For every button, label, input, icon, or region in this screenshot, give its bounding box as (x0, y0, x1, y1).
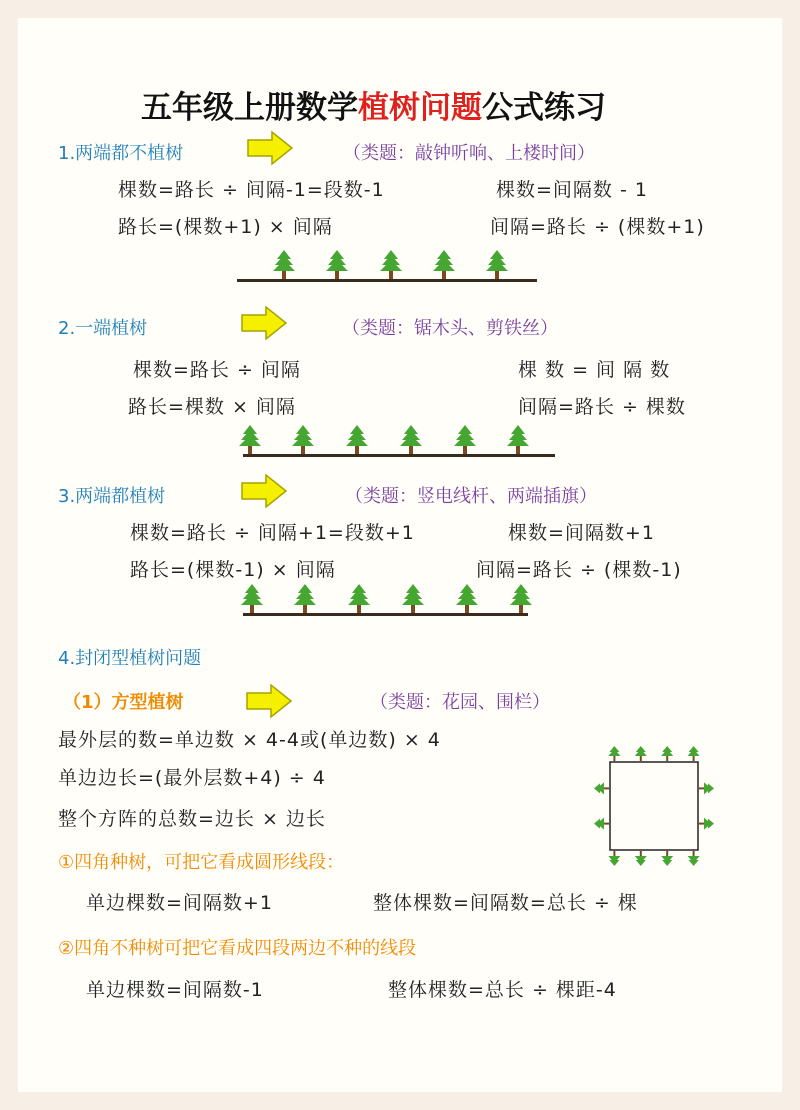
tree-icon (402, 584, 424, 613)
section2-types: （类题：锯木头、剪铁丝） (342, 318, 558, 339)
case2-label: ②四角不种树可把它看成四段两边不种的线段 (58, 938, 417, 959)
tree-icon (348, 584, 370, 613)
section2-heading: 2.一端植树 (58, 318, 148, 339)
road-line (237, 279, 537, 282)
square-formula: 单边边长=(最外层数+4) ÷ 4 (58, 767, 326, 789)
tree-icon (507, 425, 529, 454)
tree-icon (400, 425, 422, 454)
section1-formula: 棵数=路长 ÷ 间隔-1=段数-1 (118, 179, 385, 201)
arrow-icon (245, 683, 293, 719)
section3-formula: 路长=(棵数-1) × 间隔 (130, 559, 336, 581)
tree-icon (688, 746, 700, 761)
tree-icon (433, 250, 455, 279)
tree-icon (454, 425, 476, 454)
tree-icon (608, 746, 620, 761)
tree-icon (661, 851, 673, 866)
section3-formula: 棵数=间隔数+1 (508, 522, 655, 544)
case2-formula: 单边棵数=间隔数-1 (86, 979, 264, 1001)
tree-icon (292, 425, 314, 454)
section2-formula: 间隔=路长 ÷ 棵数 (518, 396, 686, 418)
tree-icon (239, 425, 261, 454)
section4-heading: 4.封闭型植树问题 (58, 648, 202, 669)
tree-icon (699, 782, 714, 794)
tree-icon (486, 250, 508, 279)
title-highlight: 植树问题 (358, 90, 482, 126)
tree-row-svg (18, 250, 782, 310)
square-planting-diagram (588, 740, 718, 875)
case1-label: ①四角种树，可把它看成圆形线段： (58, 852, 345, 873)
tree-icon (594, 782, 609, 794)
section1-heading: 1.两端都不植树 (58, 143, 184, 164)
case1-formula: 整体棵数=间隔数=总长 ÷ 棵 (373, 892, 638, 914)
square-boundary (610, 762, 698, 850)
section3-heading: 3.两端都植树 (58, 486, 166, 507)
tree-icon (273, 250, 295, 279)
section2-formula: 棵 数 = 间 隔 数 (518, 359, 671, 381)
tree-icon (510, 584, 532, 613)
arrow-icon (246, 130, 294, 166)
square-planting-label: （1）方型植树 (63, 692, 184, 713)
tree-icon (661, 746, 673, 761)
road-line (243, 454, 555, 457)
square-formula: 最外层的数=单边数 × 4-4或(单边数) × 4 (58, 729, 441, 751)
tree-icon (346, 425, 368, 454)
arrow-icon (240, 473, 288, 509)
section3-formula: 间隔=路长 ÷ (棵数-1) (476, 559, 682, 581)
square-formula: 整个方阵的总数=边长 × 边长 (58, 808, 326, 830)
section1-formula: 路长=(棵数+1) × 间隔 (118, 216, 333, 238)
section3-types: （类题：竖电线杆、两端插旗） (345, 486, 597, 507)
tree-icon (326, 250, 348, 279)
tree-icon (635, 746, 647, 761)
tree-icon (294, 584, 316, 613)
tree-icon (594, 818, 609, 830)
tree-icon (699, 818, 714, 830)
section2-formula: 路长=棵数 × 间隔 (128, 396, 296, 418)
tree-icon (241, 584, 263, 613)
tree-icon (456, 584, 478, 613)
road-line (243, 613, 528, 616)
tree-icon (608, 851, 620, 866)
tree-row-svg (18, 425, 782, 485)
worksheet-page (18, 18, 782, 1092)
arrow-icon (240, 305, 288, 341)
tree-icon (635, 851, 647, 866)
section4-types: （类题：花园、围栏） (370, 692, 550, 713)
section1-types: （类题：敲钟听响、上楼时间） (343, 143, 595, 164)
page-title: 五年级上册数学植树问题公式练习 (141, 90, 606, 126)
tree-icon (688, 851, 700, 866)
tree-row-svg (18, 584, 782, 644)
section2-formula: 棵数=路长 ÷ 间隔 (133, 359, 301, 381)
section3-formula: 棵数=路长 ÷ 间隔+1=段数+1 (130, 522, 415, 544)
tree-icon (380, 250, 402, 279)
section1-formula: 棵数=间隔数 - 1 (496, 179, 648, 201)
case2-formula: 整体棵数=总长 ÷ 棵距-4 (388, 979, 617, 1001)
section1-formula: 间隔=路长 ÷ (棵数+1) (490, 216, 705, 238)
case1-formula: 单边棵数=间隔数+1 (86, 892, 273, 914)
